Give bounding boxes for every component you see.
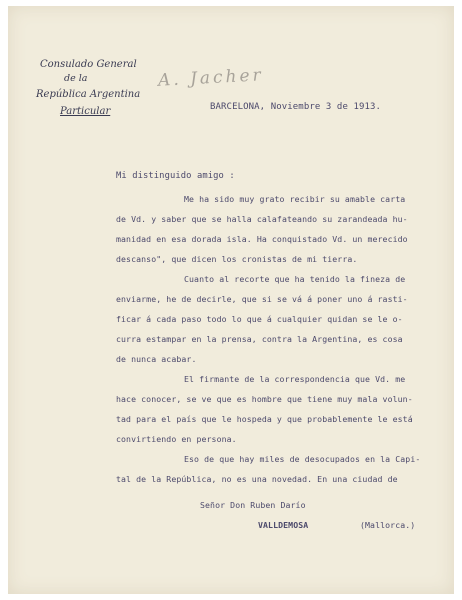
body-line: curra estampar en la prensa, contra la Argentina, es cosa [116,334,403,344]
body-line: Cuanto al recorte que ha tenido la fineza de [184,274,406,284]
letterhead-line-1: Consulado General [40,59,137,70]
body-line: hace conocer, se ve que es hombre que tiene muy mala volun- [116,394,413,404]
body-line: Eso de que hay miles de desocupados en la Capi- [184,454,421,464]
body-line: El firmante de la correspondencia que Vd. me [184,374,406,384]
body-line: enviarme, he de decirle, que si se vá á poner uno á rasti- [116,294,408,304]
dateline: BARCELONA, Noviembre 3 de 1913. [210,102,382,112]
body-line: Me ha sido muy grato recibir su amable carta [184,194,406,204]
letter-page [8,6,454,594]
body-line: tal de la República, no es una novedad. En una ciudad de [116,474,398,484]
body-line: de nunca acabar. [116,354,197,364]
letterhead-line-4: Particular [60,106,111,117]
body-line: manidad en esa dorada isla. Ha conquistado Vd. un merecido [116,234,408,244]
addressee-city: VALLDEMOSA [258,520,309,530]
addressee-name: Señor Don Ruben Darío [200,500,306,510]
letterhead-line-3: República Argentina [36,89,141,100]
body-line: tad para el país que le hospeda y que probablemente le está [116,414,413,424]
body-line: de Vd. y saber que se halla calafateando su zarandeada hu- [116,214,408,224]
pencil-annotation: A. Jacher [157,65,265,91]
body-line: descanso", que dicen los cronistas de mi tierra. [116,254,358,264]
addressee-region: (Mallorca.) [360,520,416,530]
letterhead-line-2: de la [64,73,88,84]
salutation: Mi distinguido amigo : [116,171,235,181]
body-line: ficar á cada paso todo lo que á cualquier quidan se le o- [116,314,403,324]
body-line: convirtiendo en persona. [116,434,237,444]
